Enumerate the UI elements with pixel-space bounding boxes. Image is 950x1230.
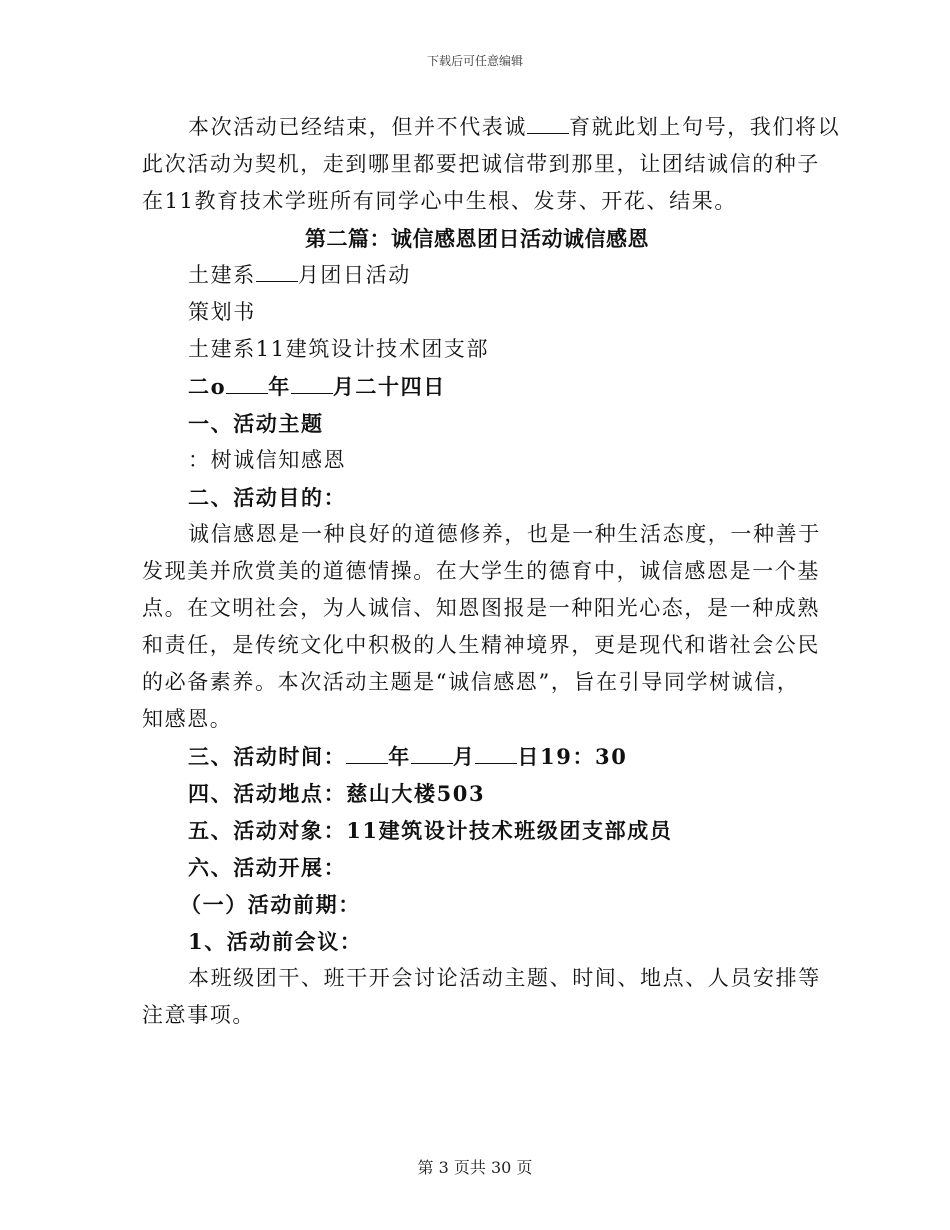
page-footer: 第 3 页共 30 页 bbox=[417, 1158, 533, 1177]
blank-underline bbox=[475, 739, 517, 764]
heading-line: 1、活动前会议： bbox=[188, 929, 363, 954]
blank-underline bbox=[256, 257, 298, 282]
text-line: 知感恩。 bbox=[142, 707, 233, 731]
document-body bbox=[142, 109, 841, 1034]
text-line: 此次活动为契机，走到哪里都要把诚信带到那里，让团结诚信的种子 bbox=[142, 152, 820, 176]
blank-underline bbox=[346, 739, 388, 764]
heading-line: 五、活动对象：11建筑设计技术班级团支部成员 bbox=[188, 818, 673, 843]
text-line: 和责任，是传统文化中积极的人生精神境界，更是现代和谐社会公民 bbox=[142, 633, 820, 657]
text-line: 土建系11建筑设计技术团支部 bbox=[188, 337, 490, 361]
heading-line: 六、活动开展： bbox=[188, 855, 347, 880]
text-line: 本班级团干、班干开会讨论活动主题、时间、地点、人员安排等 bbox=[188, 966, 821, 990]
page-header: 下载后可任意编辑 bbox=[426, 54, 523, 68]
blank-underline bbox=[226, 369, 268, 394]
text-line: 发现美并欣赏美的道德情操。在大学生的德育中，诚信感恩是一个基 bbox=[142, 559, 820, 583]
text-line: 在11教育技术学班所有同学心中生根、发芽、开花、结果。 bbox=[142, 189, 737, 213]
blank-underline bbox=[291, 369, 333, 394]
text-line: 本次活动已经结束，但并不代表诚 育就此划上句号，我们将以 bbox=[142, 109, 812, 146]
text-line: ：树诚信知感恩 bbox=[188, 448, 347, 472]
text-line: 诚信感恩是一种良好的道德修养，也是一种生活态度，一种善于 bbox=[188, 522, 821, 546]
heading-line: 四、活动地点：慈山大楼503 bbox=[188, 781, 486, 806]
heading-line: （一）活动前期： bbox=[180, 892, 361, 917]
heading-line: 第二篇：诚信感恩团日活动诚信感恩 bbox=[305, 226, 649, 251]
heading-line: 一、活动主题 bbox=[188, 411, 324, 436]
text-line: 策划书 bbox=[188, 300, 256, 324]
text-line: 注意事项。 bbox=[142, 1003, 255, 1027]
heading-line: 二o 年 月二十四日 bbox=[142, 368, 812, 405]
text-line: 点。在文明社会，为人诚信、知恩图报是一种阳光心态，是一种成熟 bbox=[142, 596, 820, 620]
blank-underline bbox=[527, 109, 569, 134]
heading-line: 二、活动目的： bbox=[188, 485, 347, 510]
blank-underline bbox=[411, 739, 453, 764]
text-line: 土建系 月团日活动 bbox=[142, 257, 812, 294]
text-line: 的必备素养。本次活动主题是“诚信感恩”，旨在引导同学树诚信， bbox=[142, 670, 800, 694]
heading-line: 三、活动时间： 年 月 日19：30 bbox=[142, 738, 812, 775]
